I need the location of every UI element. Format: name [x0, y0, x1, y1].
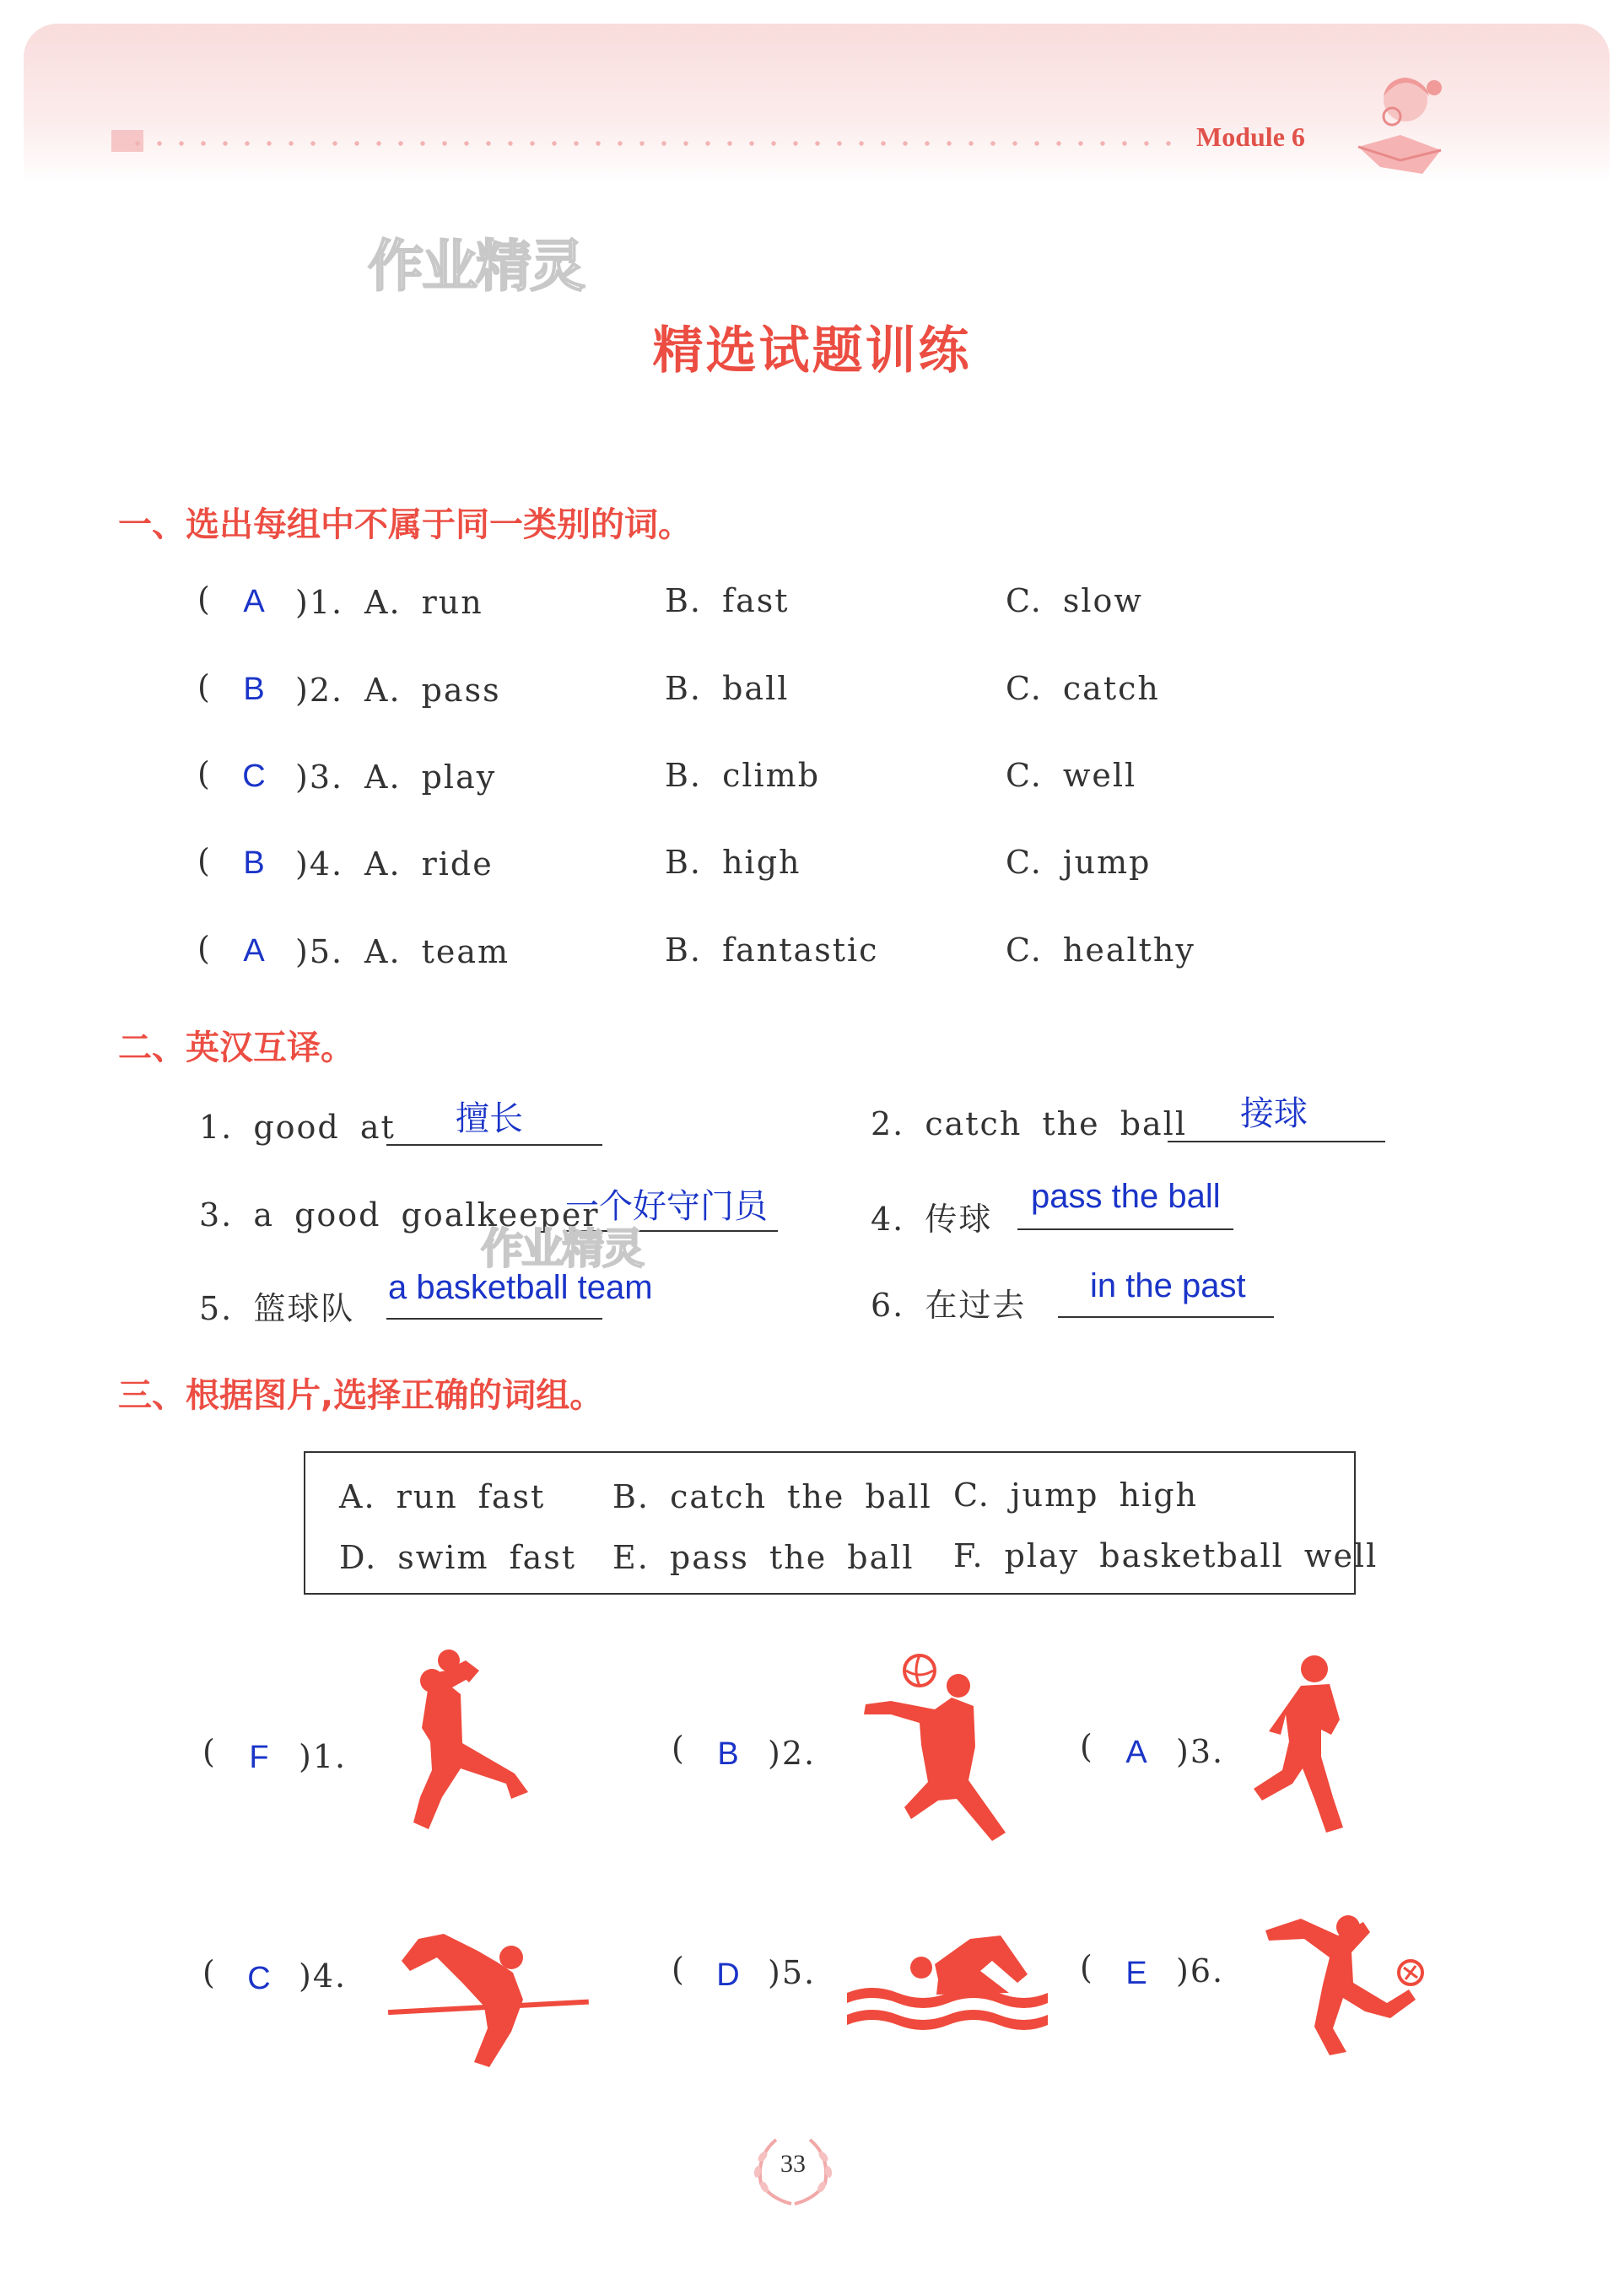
- open-paren: (: [197, 842, 212, 879]
- answer-underline: [1058, 1316, 1274, 1318]
- answer-text: B: [243, 845, 265, 881]
- option-c: C. slow: [1006, 582, 1143, 619]
- high-jumper-icon: [385, 1932, 592, 2076]
- header-dots: [127, 140, 1173, 147]
- soccer-player-icon: [1260, 1902, 1438, 2059]
- watermark: 作业精灵: [481, 1224, 643, 1273]
- option-b: B. ball: [665, 670, 790, 707]
- open-paren: (: [202, 1733, 217, 1770]
- answer-text: B: [243, 672, 265, 707]
- answer-text: A: [243, 933, 265, 969]
- translation-answer: 接球: [1240, 1095, 1308, 1132]
- question-number: )6.: [1176, 1952, 1225, 1990]
- question-number: )2.: [768, 1735, 817, 1772]
- answer-text: A: [1125, 1735, 1147, 1770]
- translation-answer: a basketball team: [388, 1269, 653, 1306]
- question-number: )3.: [295, 759, 344, 796]
- option-a: A. play: [364, 759, 497, 796]
- option-b: B. high: [665, 844, 801, 881]
- answer-text: C: [242, 759, 266, 794]
- answer-underline: [386, 1318, 602, 1320]
- page-title: 精选试题训练: [652, 321, 972, 381]
- volleyball-player-icon: [857, 1654, 1009, 1848]
- answer-text: E: [1125, 1956, 1147, 1991]
- translation-answer: pass the ball: [1031, 1178, 1221, 1215]
- open-paren: (: [197, 580, 212, 618]
- question-number: )1.: [299, 1738, 348, 1775]
- translation-answer: in the past: [1090, 1267, 1246, 1304]
- basketball-player-icon: [380, 1649, 540, 1843]
- section2-title: 二、英汉互译。: [118, 1029, 354, 1067]
- answer-underline: [1168, 1141, 1385, 1142]
- option-a: A. run fast: [339, 1478, 546, 1515]
- translation-prompt: 2. catch the ball: [871, 1105, 1187, 1142]
- answer-underline: [1017, 1228, 1233, 1230]
- answer-text: F: [249, 1740, 269, 1775]
- translation-answer: 擅长: [456, 1100, 523, 1137]
- option-c: C. jump high: [953, 1477, 1198, 1514]
- answer-text: A: [243, 584, 265, 619]
- option-d: D. swim fast: [339, 1539, 577, 1576]
- open-paren: (: [202, 1954, 217, 1991]
- module-label: Module 6: [1196, 121, 1305, 152]
- translation-prompt: 1. good at: [199, 1109, 396, 1146]
- option-c: C. jump: [1006, 844, 1152, 881]
- question-number: )3.: [1176, 1733, 1225, 1770]
- answer-text: B: [717, 1736, 739, 1772]
- question-number: )4.: [295, 845, 344, 883]
- option-a: A. team: [364, 933, 510, 970]
- section1-title: 一、选出每组中不属于同一类别的词。: [118, 505, 692, 544]
- translation-prompt: 6. 在过去: [871, 1287, 1027, 1324]
- question-number: )5.: [768, 1954, 817, 1991]
- option-c: C. catch: [1006, 670, 1160, 707]
- option-a: A. ride: [364, 845, 494, 883]
- option-c: C. well: [1006, 757, 1137, 794]
- question-number: )2.: [295, 672, 344, 709]
- option-b: B. fast: [665, 582, 790, 619]
- open-paren: (: [197, 755, 212, 792]
- option-b: B. catch the ball: [612, 1478, 932, 1515]
- section3-title: 三、根据图片,选择正确的词组。: [118, 1376, 604, 1415]
- option-a: A. pass: [364, 672, 501, 709]
- open-paren: (: [1080, 1728, 1094, 1765]
- option-b: B. fantastic: [665, 931, 879, 969]
- question-number: )4.: [299, 1957, 348, 1995]
- open-paren: (: [197, 930, 212, 967]
- option-c: C. healthy: [1006, 931, 1195, 969]
- option-e: E. pass the ball: [612, 1539, 915, 1576]
- answer-text: D: [716, 1957, 740, 1993]
- reading-girl-icon: [1341, 66, 1459, 192]
- answer-text: C: [247, 1961, 271, 1996]
- open-paren: (: [1080, 1949, 1094, 1986]
- runner-icon: [1249, 1654, 1367, 1839]
- translation-prompt: 3. a good goalkeeper: [199, 1196, 600, 1234]
- translation-prompt: 5. 篮球队: [199, 1290, 355, 1327]
- answer-underline: [386, 1144, 602, 1146]
- translation-answer: 一个好守门员: [565, 1188, 768, 1225]
- open-paren: (: [672, 1730, 686, 1767]
- open-paren: (: [197, 668, 212, 705]
- option-b: B. climb: [665, 757, 821, 794]
- question-number: )1.: [295, 584, 344, 621]
- watermark: 作业精灵: [368, 234, 584, 299]
- page-number: 33: [780, 2150, 806, 2178]
- open-paren: (: [672, 1951, 686, 1988]
- swimmer-icon: [844, 1930, 1051, 2040]
- question-number: )5.: [295, 933, 344, 970]
- translation-prompt: 4. 传球: [871, 1201, 993, 1238]
- option-a: A. run: [364, 584, 483, 621]
- option-f: F. play basketball well: [953, 1537, 1379, 1574]
